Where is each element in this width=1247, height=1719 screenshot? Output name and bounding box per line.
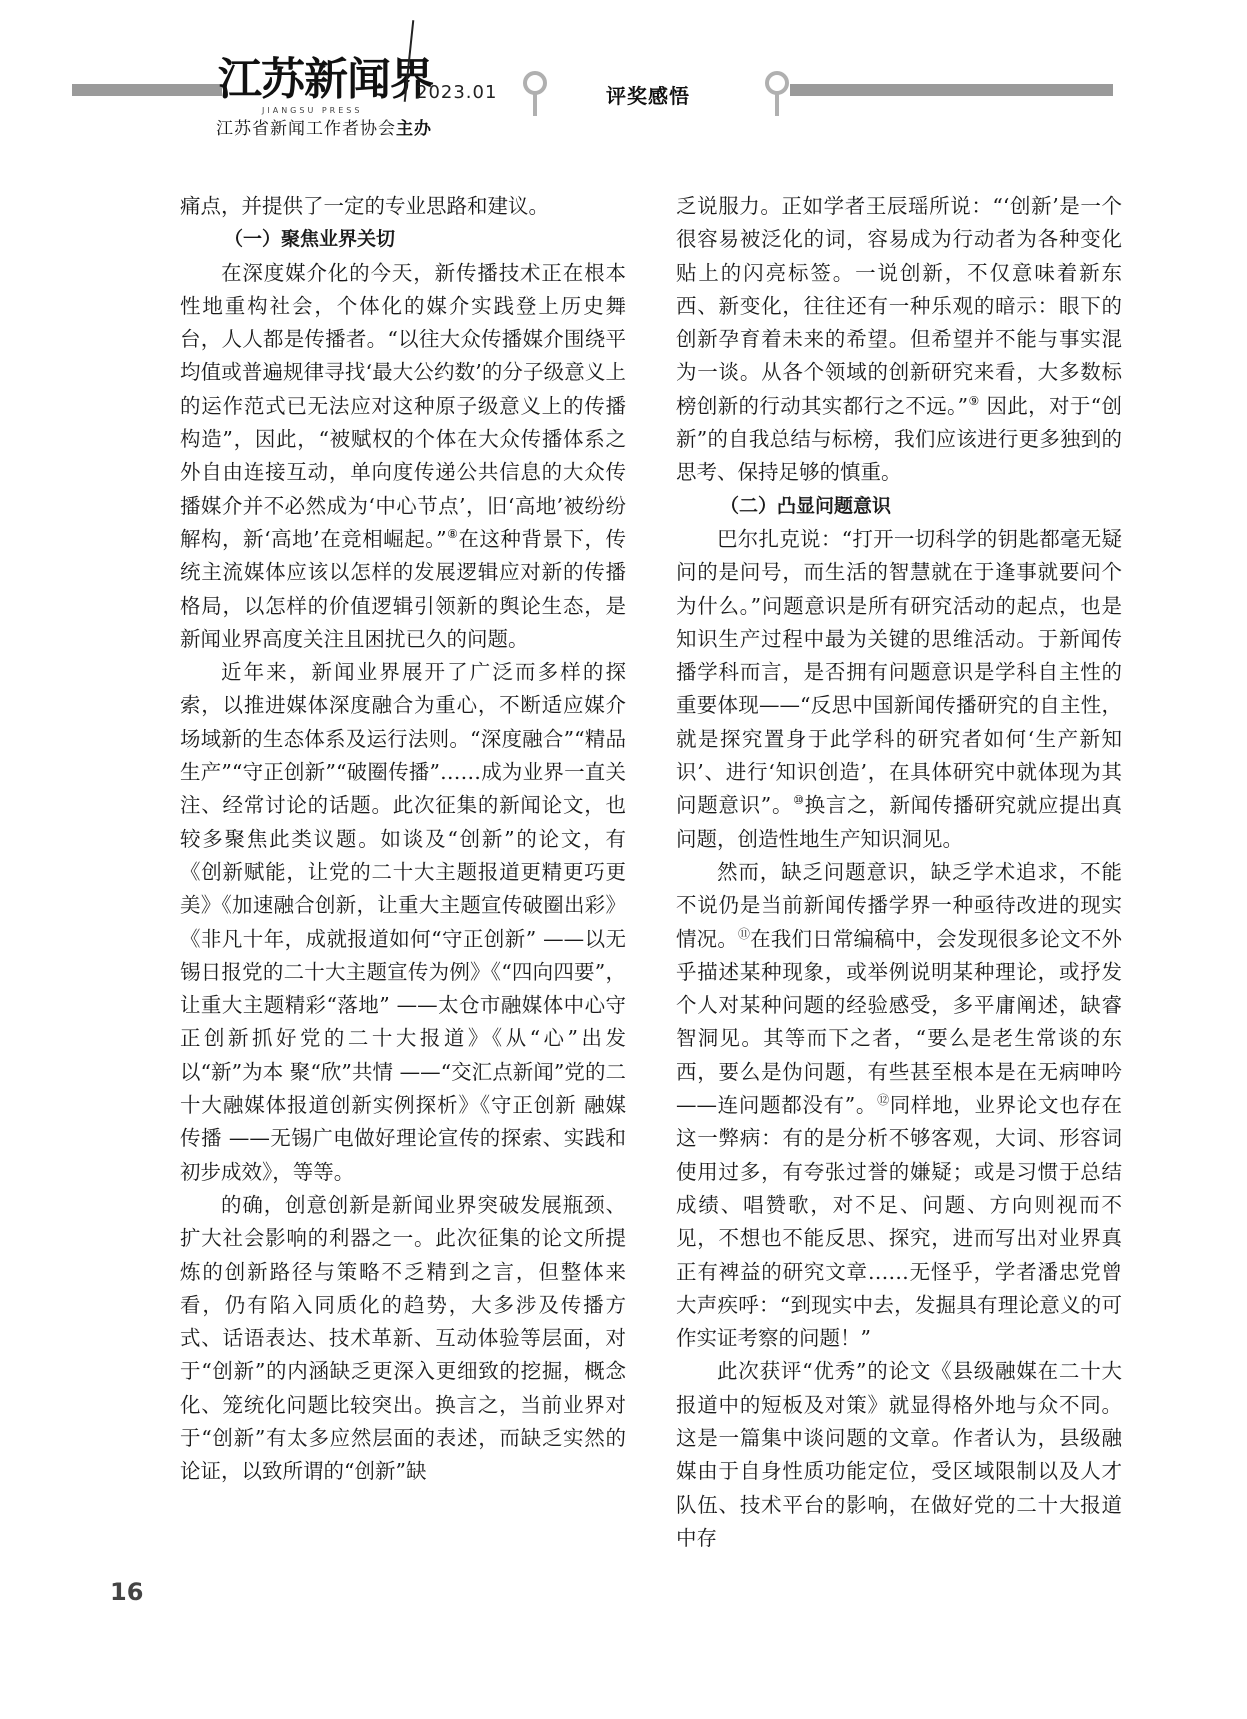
paragraph-text: 然而，缺乏问题意识，缺乏学术追求，不能不说仍是当前新闻传播学界一种亟待改进的现实情况。: [676, 859, 1122, 951]
header-bar-right: [790, 84, 1113, 96]
paragraph: [180, 257, 626, 657]
masthead-logo: 江苏新闻界: [218, 54, 433, 105]
paragraph-text: 同样地，业界论文也存在这一弊病：有的是分析不够客观，大词、形容词使用过多，有夸张过誉的嫌疑；或是习惯于总结成绩、唱赞歌，对不足、问题、方向则视而不见，不想也不能反思、探究，进而写出对业界真正有裨益的研究文章……无怪乎，学者潘忠党曾大声疾呼：“到现实中去，发掘具有理论意义的可作实证考察的问题！”: [676, 1093, 1122, 1351]
paragraph: [676, 856, 1122, 1355]
paragraph-text: 在深度媒介化的今天，新传播技术正在根本性地重构社会，个体化的媒介实践登上历史舞台，人人都是传播者。“以往大众传播媒介围绕平均值或普遍规律寻找‘最大公约数’的分子级意义上的运作范式已无法应对这种原子级意义上的传播构造”，因此，“被赋权的个体在大众传播体系之外自由连接互动，单向度传递公共信息的大众传播媒介并不必然成为‘中心节点’，旧‘高地’被纷纷解构，新‘高地’在竞相崛起。”: [180, 260, 626, 551]
paragraph-text: 乏说服力。正如学者王辰瑶所说：“‘创新’是一个很容易被泛化的词，容易成为行动者为各种变化贴上的闪亮标签。一说创新，不仅意味着新东西、新变化，往往还有一种乐观的暗示：眼下的创新孕育着未来的希望。但希望并不能与事实混为一谈。从各个领域的创新研究来看，大多数标榜创新的行动其实都行之不远。”: [676, 194, 1122, 418]
left-column: [180, 190, 626, 1489]
masthead-subtitle: JIANGSU PRESS: [262, 106, 363, 115]
paragraph-text: 因此，对于“创新”的自我总结与标榜，我们应该进行更多独到的思考、保持足够的慎重。: [676, 393, 1123, 485]
paragraph-text: 换言之，新闻传播研究就应提出真问题，创造性地生产知识洞见。: [676, 793, 1123, 851]
footnote-marker: ⑧: [446, 526, 459, 541]
organizer-name: 江苏省新闻工作者协会: [216, 119, 396, 139]
paragraph-text: 巴尔扎克说：“打开一切科学的钥匙都毫无疑问的是问号，而生活的智慧就在于逢事就要问个为什么。”问题意识是所有研究活动的起点，也是知识生产过程中最为关键的思维活动。于新闻传播学科而言，是否拥有问题意识是学科自主性的重要体现——“反思中国新闻传播研究的自主性，就是探究置身于此学科的研究者如何‘生产新知识’、进行‘知识创造’，在具体研究中就体现为其问题意识”。: [676, 526, 1122, 818]
paragraph-text: 在这种背景下，传统主流媒体应该以怎样的发展逻辑应对新的传播格局，以怎样的价值逻辑引领新的舆论生态，是新闻业界高度关注且困扰已久的问题。: [180, 526, 627, 651]
header-bar-left: [72, 84, 222, 96]
paragraph: 痛点，并提供了一定的专业思路和建议。: [180, 194, 549, 218]
paragraph: 近年来，新闻业界展开了广泛而多样的探索，以推进媒体深度融合为重心，不断适应媒介场域新的生态体系及运行法则。“深度融合”“精品生产”“守正创新”“破圈传播”……成为业界一直关注、经常讨论的话题。此次征集的新闻论文，也较多聚焦此类议题。如谈及“创新”的论文，有《创新赋能，让党的二十大主题报道更精更巧更美》《加速融合创新，让重大主题宣传破圈出彩》《非凡十年，成就报道如何“守正创新” ——以无锡日报党的二十大主题宣传为例》《“四向四要”，让重大主题精彩“落地” ——太仓市融媒体中心守正创新抓好党的二十大报道》《从“心”出发 以“新”为本 聚“欣”共情 ——“交汇点新闻”党的二十大融媒体报道创新实例探析》《守正创新 融媒传播 ——无锡广电做好理论宣传的探索、实践和初步成效》，等等。: [180, 660, 626, 1184]
footnote-marker: ⑩: [793, 793, 805, 808]
location-pin-icon: [764, 70, 790, 118]
footnote-marker: ⑨: [968, 393, 980, 408]
paragraph-text: 在我们日常编稿中，会发现很多论文不外乎描述某种现象，或举例说明某种理论，或抒发个人对某种问题的经验感受，多平庸阐述，缺睿智洞见。其等而下之者，“要么是老生常谈的东西，要么是伪问题，有些甚至根本是在无病呻吟——连问题都没有”。: [676, 926, 1122, 1118]
location-pin-icon: [522, 70, 548, 118]
organizer-role: 主办: [396, 119, 432, 139]
footnote-marker: ⑫: [877, 1093, 890, 1108]
footnote-marker: ⑪: [738, 926, 751, 941]
subheading-focus-industry: （一）聚焦业界关切: [224, 228, 396, 251]
issue-number: 2023.01: [416, 82, 498, 103]
section-title: 评奖感悟: [606, 84, 690, 108]
subheading-problem-awareness: （二）凸显问题意识: [720, 494, 892, 517]
paragraph: [676, 523, 1122, 856]
right-column: [676, 190, 1122, 1555]
paragraph: 的确，创意创新是新闻业界突破发展瓶颈、扩大社会影响的利器之一。此次征集的论文所提炼的创新路径与策略不乏精到之言，但整体来看，仍有陷入同质化的趋势，大多涉及传播方式、话语表达、技术革新、互动体验等层面，对于“创新”的内涵缺乏更深入更细致的挖掘，概念化、笼统化问题比较突出。换言之，当前业界对于“创新”有太多应然层面的表述，而缺乏实然的论证，以致所谓的“创新”缺: [180, 1192, 626, 1484]
paragraph: 此次获评“优秀”的论文《县级融媒在二十大报道中的短板及对策》就显得格外地与众不同。这是一篇集中谈问题的文章。作者认为，县级融媒由于自身性质功能定位，受区域限制以及人才队伍、技术平台的影响，在做好党的二十大报道中存: [676, 1359, 1122, 1550]
organizer-line: [216, 114, 432, 139]
page-header: [0, 0, 1247, 150]
page-number: 16: [110, 1578, 144, 1606]
paragraph: [676, 190, 1122, 490]
